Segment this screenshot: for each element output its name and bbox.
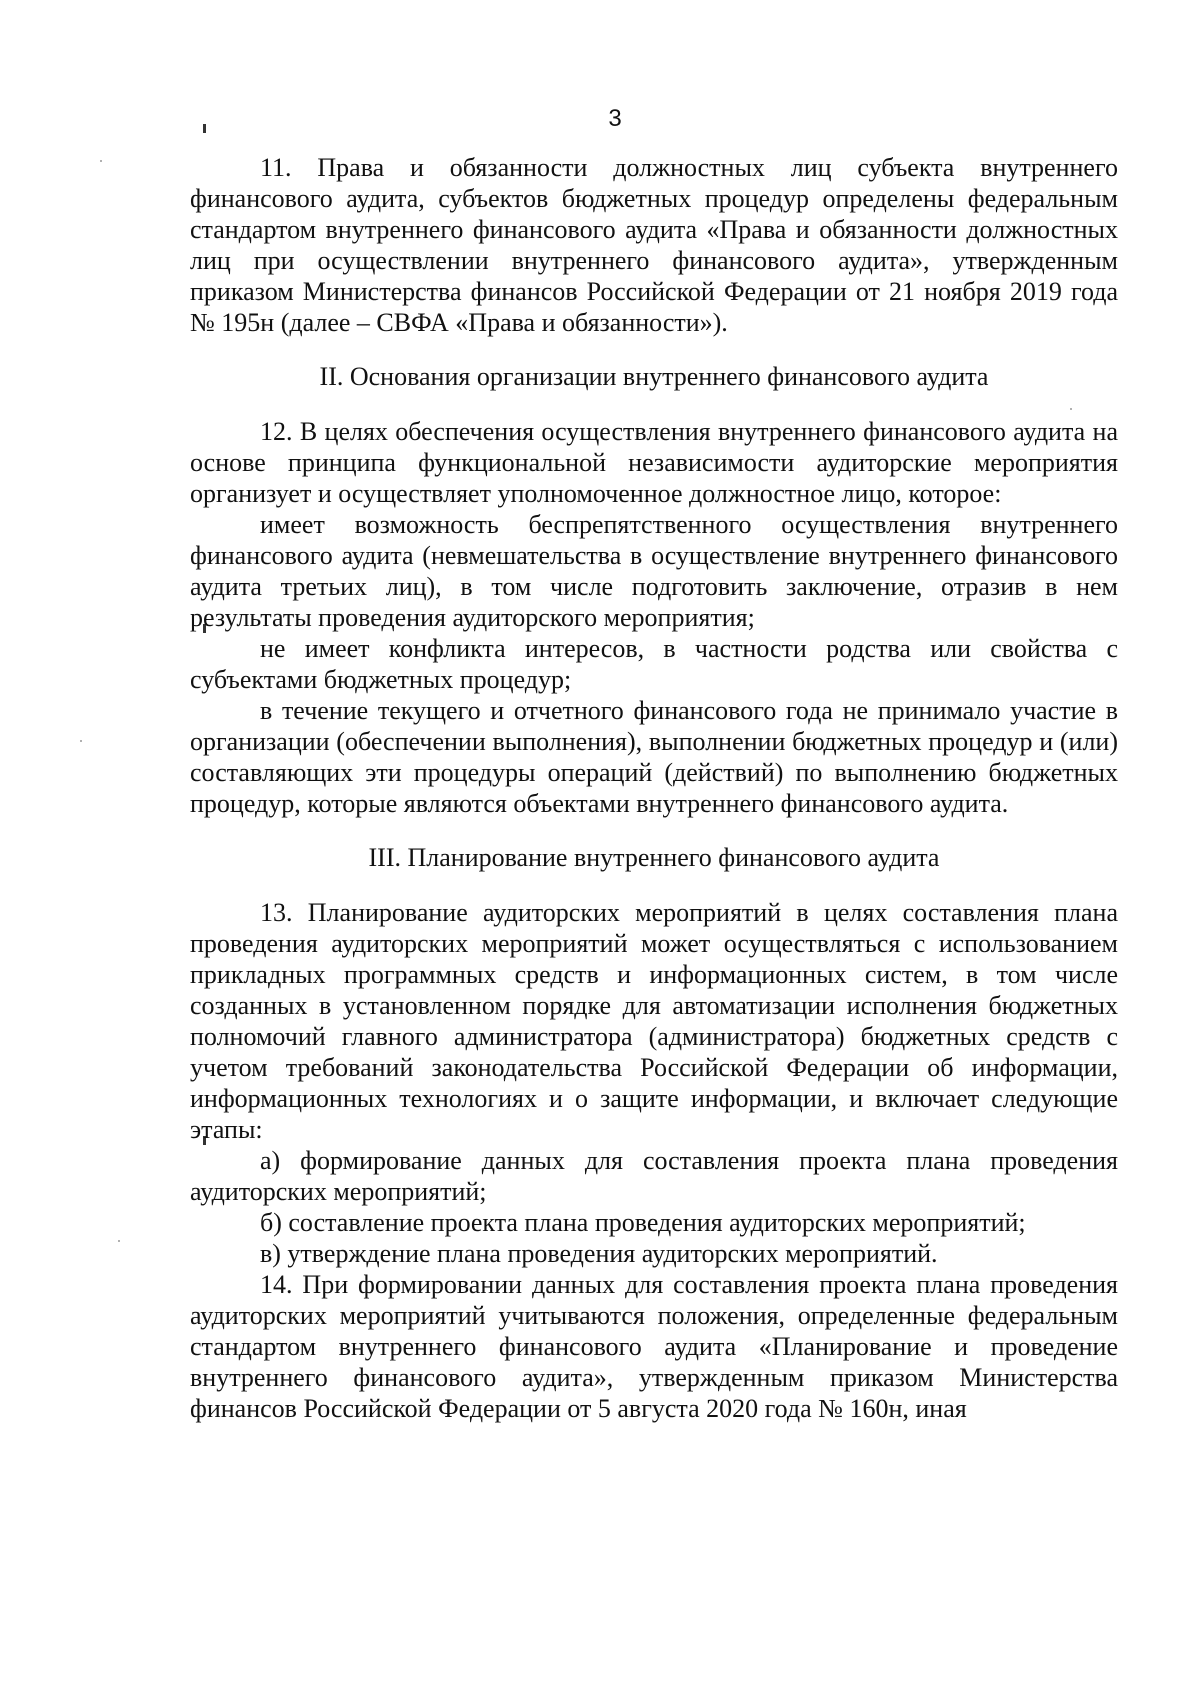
scan-speck <box>203 124 206 133</box>
paragraph-14: 14. При формировании данных для составления проекта плана проведения аудиторских мероприятий учитываются положения, определенные федеральным стандартом внутреннего финансового аудита «Планирование и проведение внутреннего финансового аудита», утвержденным приказом Министерства финансов Российской Федерации от 5 августа 2020 года № 160н, иная <box>190 1270 1118 1423</box>
paragraph-13-item-a: а) формирование данных для составления проекта плана проведения аудиторских мероприятий; <box>190 1146 1118 1206</box>
scan-dot <box>100 160 102 162</box>
document-body <box>190 152 1118 1424</box>
scan-dot <box>118 1240 120 1242</box>
page-number: 3 <box>608 105 622 132</box>
paragraph-13-item-b: б) составление проекта плана проведения аудиторских мероприятий; <box>260 1208 1026 1237</box>
section-heading-2: II. Основания организации внутреннего финансового аудита <box>319 362 989 391</box>
paragraph-12-item-1: имеет возможность беспрепятственного осуществления внутреннего финансового аудита (невмешательства в осуществление внутреннего финансового аудита третьих лиц), в том числе подготовить заключение, отразив в нем результаты проведения аудиторского мероприятия; <box>190 510 1118 632</box>
scan-dot <box>80 740 82 742</box>
paragraph-12-item-3: в течение текущего и отчетного финансового года не принимало участие в организации (обеспечении выполнения), выполнении бюджетных процедур и (или) составляющих эти процедуры операций (действий) по выполнению бюджетных процедур, которые являются объектами внутреннего финансового аудита. <box>190 696 1118 818</box>
paragraph-13: 13. Планирование аудиторских мероприятий в целях составления плана проведения аудиторских мероприятий может осуществляться с использованием прикладных программных средств и информационных систем, в том числе созданных в установленном порядке для автоматизации исполнения бюджетных полномочий главного администратора (администратора) бюджетных средств с учетом требований законодательства Российской Федерации об информации, информационных технологиях и о защите информации, и включает следующие этапы: <box>190 898 1118 1144</box>
paragraph-12: 12. В целях обеспечения осуществления внутреннего финансового аудита на основе принципа функциональной независимости аудиторские мероприятия организует и осуществляет уполномоченное должностное лицо, которое: <box>190 417 1118 508</box>
paragraph-11: 11. Права и обязанности должностных лиц субъекта внутреннего финансового аудита, субъектов бюджетных процедур определены федеральным стандартом внутреннего финансового аудита «Права и обязанности должностных лиц при осуществлении внутреннего финансового аудита», утвержденным приказом Министерства финансов Российской Федерации от 21 ноября 2019 года № 195н (далее – СВФА «Права и обязанности»). <box>190 153 1118 337</box>
section-heading-3: III. Планирование внутреннего финансового аудита <box>368 843 940 872</box>
paragraph-12-item-2: не имеет конфликта интересов, в частности родства или свойства с субъектами бюджетных процедур; <box>190 634 1118 694</box>
paragraph-13-item-c: в) утверждение плана проведения аудиторских мероприятий. <box>260 1239 938 1268</box>
